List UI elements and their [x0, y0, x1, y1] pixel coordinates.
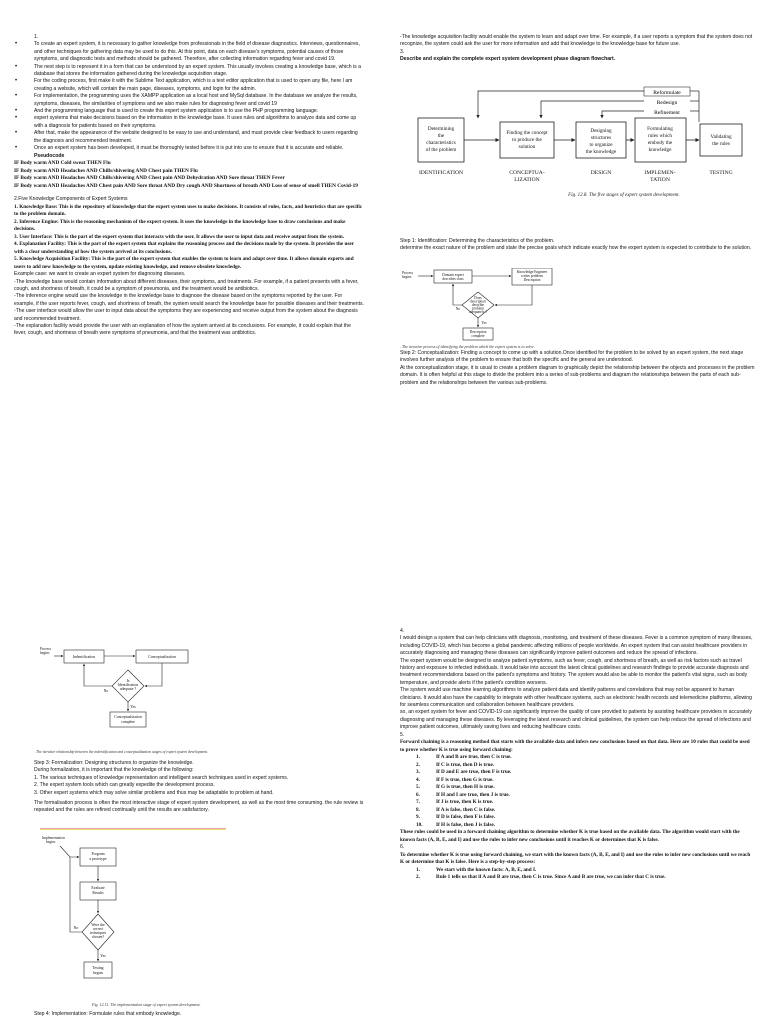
rule-text: If D and E are true, then F is true. — [436, 769, 512, 776]
flow-text: Yes — [100, 954, 106, 958]
components-block — [14, 204, 364, 272]
step-3-block — [34, 760, 374, 815]
flow-text: describe — [472, 303, 484, 307]
flow-text: Identification — [117, 683, 139, 687]
steps-list — [400, 867, 755, 882]
section-4-paragraph: so, an expert system for fever and COVID-19 can significantly improve the quality of care provided to patients by assisting healthcare providers in accurately diagnosing and managing these diseases. By leveraging the latest research and clinical guidelines, the system can help reduce the spread of infections and improve patient outcomes, ultimately saving lives and reducing healthcare costs. — [400, 709, 752, 731]
rule-text: If D is false, then F is false. — [436, 814, 496, 821]
section-6-intro: To determine whether K is true using forward chaining, we start with the known facts (A, B, E, and I) and use the rules to infer new conclusions until we reach K or determine that K is false. Here is a step-by-step process: — [400, 851, 751, 865]
box-text: Finding the concept — [506, 130, 548, 136]
feedback-label: Reformulate — [653, 90, 681, 96]
flow-text: Testing — [92, 966, 104, 970]
step-text: We start with the known facts: A, B, E, and I. — [436, 866, 537, 873]
section-4-paragraph: The system would use machine learning algorithms to analyze patient data and identify patterns and correlations that may not be apparent to human clinicians. It would also have the capability to integrate with other healthcare systems, such as electronic health records and telemedicine platforms, allowing for seamless communication and collaboration between healthcare providers. — [400, 687, 752, 709]
box-text: solution — [518, 144, 536, 150]
flow-text: Results — [92, 891, 104, 895]
feedback-label: Refinement — [654, 110, 680, 116]
step-4-title: Step 4: Implementation: Formulate rules that embody knowledge. — [34, 1011, 182, 1017]
components-title: 2.Five Knowledge Components of Expert Systems — [14, 196, 128, 203]
rule-item: 1. If A and B are true, then C is true. — [416, 754, 512, 761]
flow-text: Indentification — [72, 655, 96, 659]
section-number-6: 6. — [400, 844, 405, 851]
section-number-5: 5. — [400, 731, 405, 738]
flow-text: problem — [472, 306, 484, 311]
box-text: knowledge — [648, 147, 672, 153]
pseudocode-title: Pseudocode — [34, 152, 65, 159]
box-text: structures — [590, 135, 612, 141]
box-text: Designing — [590, 128, 612, 134]
flow-text: No — [103, 689, 109, 693]
step-2-paragraph: At the conceptualization stage, it is usual to create a problem diagram to graphically depict the relationship between the objects and processes in the problem domain. It is often helpful at this stage to divide the problem into a series of sub-problems and diagram the relationships between the parts of each sub-problem and the relationships between the various sub-problems. — [400, 364, 755, 386]
step-3-paragraph: 1. The various techniques of knowledge representation and intelligent search techniques used in expert systems. — [34, 774, 289, 781]
flow-text: Conceptualization — [114, 715, 142, 719]
step-2-paragraph: Step 2: Conceptualization: Finding a concept to come up with a solution.Once identified for the problem to be solved by an expert system, the next stage involves further analysis of the problem to ensure that both the specific and the general are understood. — [400, 350, 744, 364]
flow-text: Description — [523, 278, 541, 282]
box-text: Formulating — [647, 126, 673, 132]
flow-text: Domain expert — [442, 273, 464, 277]
section-number-3: 3. — [400, 48, 405, 55]
section-3-heading: Describe and explain the complete expert system development phase diagram flowchart. — [400, 56, 616, 63]
step-4-block — [34, 1011, 374, 1018]
section-4-paragraph: The expert system would be designed to analyze patient symptoms, such as fever, cough, and shortness of breath, as well as risk factors such as travel history and exposure to infected individuals. It would take into account the latest clinical guidelines and research findings to provide accurate diagnosis and treatment recommendations based on the patient's symptoms and history. The system would also be able to monitor the patient's vital signs, such as body temperature, and provide alerts if the patient's condition worsens. — [400, 657, 749, 686]
bullet-item: • Once an expert system has been developed, it must be thoroughly tested before it is put into use to ensure that it is accurate and reliable. — [14, 145, 364, 152]
bullet-item: • After that, make the appearance of the website designed to be easy to use and understand, and must provide clear feedback to users regarding the diagnosis and recommended treatment. — [14, 130, 364, 145]
rule-item: 9. If D is false, then F is false. — [416, 814, 496, 821]
after-rules-paragraph: These rules could be used in a forward chaining algorithm to determine whether K is true based on the available data. The algorithm would start with the known facts (A, B, E, and I) and use the rules to infer new conclusions until it reaches K or determines that K is false. — [400, 829, 740, 843]
box-text: Determining — [427, 126, 455, 132]
stage-label: DESIGN — [590, 170, 612, 176]
rule-text: If H is false, then J is false. — [436, 821, 495, 828]
section-number-1: 1. — [34, 34, 39, 40]
process-bullet-list — [14, 41, 364, 152]
pseudocode-line: IF Body warm AND Cold sweat THEN Flu — [14, 159, 111, 166]
identification-flowchart — [400, 268, 580, 344]
rule-text: If A and B are true, then C is true. — [436, 754, 512, 761]
flow-text: Description — [469, 330, 487, 334]
flow-text: Program — [91, 852, 105, 856]
flow-text: begins — [40, 651, 50, 655]
step-1-title: Step 1: Identification: Determining the characteristics of the problem. — [400, 238, 555, 244]
top-right-column — [400, 34, 755, 64]
pseudocode-line: IF Body warm AND Headaches AND Chills/shivering AND Chest pain THEN Flu — [14, 167, 198, 174]
component-item: 1. Knowledge Base: This is the repository of knowledge that the expert system uses to make decisions. It consists of rules, facts, and heuristics that are specific to the problem domain. — [14, 203, 363, 218]
rule-text: If C is true, then D is true. — [436, 761, 495, 768]
pseudocode-line: IF Body warm AND Headaches AND Chest pain AND Sore throat AND Dry cough AND Shortness of breath AND Loss of sense of smell THEN Covid-19 — [14, 182, 358, 189]
step-1-body: determine the exact nature of the problem and state the precise goals which indicate exactly how the expert system is expected to contribute to the solution. — [400, 245, 752, 252]
rule-text: If G is true, then H is true. — [436, 784, 495, 791]
flow-text: begins — [93, 971, 103, 975]
rules-list — [400, 754, 755, 829]
five-stages-diagram — [414, 82, 749, 234]
component-item: 3. User Interface: This is the part of the expert system that interacts with the user. It allows the user to input data and receive output from the system. — [14, 233, 344, 240]
flow-text: correct — [92, 927, 104, 931]
implementation-flowchart — [40, 828, 240, 1024]
example-paragraph: -The explanation facility would provide the user with an explanation of how the system arrived at its conclusions. For example, it could explain that the fever, cough, and shortness of breath were symptoms of pneumonia, and that the treatment was antibiotics. — [14, 323, 351, 337]
bullet-item: • The next step is to represent it in a form that can be understood by an expert system. This usually involves creating a knowledge base, which is a database that stores the information gathered during the knowledge acquisition stage. — [14, 64, 364, 79]
example-paragraph: Example case: we want to create an expert system for diagnosing diseases. — [14, 271, 186, 278]
box-text: characteristics — [426, 140, 456, 146]
rule-text: If H and I are true, then J is true. — [436, 791, 510, 798]
box-text: rules which — [647, 133, 673, 139]
rule-item: 4. If F is true, then G is true. — [416, 776, 494, 783]
bullet-item: • For implementation, the programming uses the XAMPP application as a local host and MySql database. In the database we analyze the results, symptoms, diseases, the similarities of symptoms and we also make rules for diagnosing fever and covid 19 — [14, 93, 364, 108]
step-3-paragraph: During formalization, it is important that the knowledge of the following: — [34, 767, 194, 774]
step-1-block — [400, 238, 755, 253]
example-paragraph: -The user interface would allow the user to input data about the symptoms they are experiencing and receive output from the system about the diagnosis and recommended treatment. — [14, 308, 358, 322]
bullet-item: • And the programming language that is used to create this expert system application is to use the PHP programming language. — [14, 108, 364, 115]
flow-text: begins — [402, 275, 412, 279]
flow-text: Implementation — [42, 836, 65, 840]
identification-conceptualization-flowchart — [40, 644, 240, 750]
stage-label: CONCEPTUA- — [509, 170, 545, 176]
rule-item: 7. If J is true, then K is true. — [416, 799, 494, 806]
box-text: Validating — [710, 134, 732, 140]
component-item: 2. Inference Engine: This is the reasoning mechanism of the expert system. It uses the knowledge in the knowledge base to draw conclusions and make decisions. — [14, 218, 346, 233]
stage-label: IMPLEMEN- — [644, 170, 676, 176]
stage-label: IDENTIFICATION — [418, 170, 464, 176]
knowledge-acquisition-paragraph: -The knowledge acquisition facility would enable the system to learn and adapt over time. For example, if a user reports a symptom that the system does not recognize, the system could ask the user for more information and add that knowledge to the knowledge base for future use. — [400, 34, 753, 48]
flow-text: complete — [121, 720, 135, 724]
pseudocode-line: IF Body warm AND Headaches AND Chills/shivering AND Chest pain AND Dehydration AND Sore throat THEN Fever — [14, 175, 285, 182]
identification-caption: . The iterative process of identifying the problem which the expert system is to solve. — [400, 344, 535, 349]
step-3-paragraph: 3. Other expert systems which may solve similar problems and thus may be adaptable to problem at hand. — [34, 789, 274, 796]
example-block — [14, 271, 364, 338]
box-text: to organize — [589, 142, 613, 148]
rule-item: 6. If H and I are true, then J is true. — [416, 791, 510, 798]
flow-text: techniques — [89, 931, 107, 935]
feedback-labels — [644, 87, 690, 116]
stage-label: TATION — [650, 177, 670, 183]
rule-item: 8. If A is false, then C is false. — [416, 806, 496, 813]
box-text: the knowledge — [585, 149, 617, 155]
flow-text: Process — [40, 647, 51, 651]
step-3-paragraph: 2. The expert system tools which can greatly expedite the development process. — [34, 782, 215, 789]
flow-text: No — [455, 307, 461, 311]
formalisation-paragraph: The formalisation process is often the most interactive stage of expert system development, as well as the most time consuming. the rule review is repeated and the rules are refined continually until the results are satisfactory. — [34, 800, 364, 814]
feedback-label: Redesign — [656, 100, 678, 106]
rule-item: 2. If C is true, then D is true. — [416, 761, 495, 768]
flow-text: No — [73, 926, 79, 930]
flow-text: Conceptualization — [148, 655, 176, 659]
figure-caption: Fig. 12.8. The five stages of expert system development. — [568, 193, 680, 198]
flow-text: adequate ? — [119, 687, 137, 691]
flow-text: adequately ? — [468, 310, 488, 314]
pseudocode-block — [14, 160, 364, 190]
box-text: the rules — [712, 141, 730, 147]
top-left-column — [14, 34, 364, 338]
flow-text: Is — [126, 679, 130, 683]
flow-text: chosen? — [91, 935, 105, 939]
rule-item: 3. If D and E are true, then F is true. — [416, 769, 512, 776]
bottom-right-column — [400, 628, 755, 882]
step-3-paragraph: Step 3: Formalization: Designing structures to organize the knowledge. — [34, 760, 194, 766]
flow-text: Evaluate — [91, 886, 105, 890]
flow-text: Does — [474, 296, 482, 300]
example-paragraph: -The inference engine would use the knowledge in the knowledge base to diagnose the disease based on the symptoms reported by the user. For example, if the user reports fever, cough, and shortness of breath, the system would search the knowledge base for possible diseases and their treatments. — [14, 293, 364, 307]
forward-chaining-steps-block — [400, 852, 755, 882]
flow-text: begins — [46, 840, 56, 844]
box-text: to produce the — [512, 137, 542, 143]
step-text: Rule 1 tells us that if A and B are true, then C is true. Since A and B are true, we can infer that C is true. — [436, 874, 666, 880]
component-item: 4. Explanation Facility: This is the part of the expert system that explains the reasoning process and the decisions made by the system. It provides the user with a clear understanding of how the system arrived at its conclusions. — [14, 241, 354, 255]
section-number-4: 4. — [400, 628, 405, 634]
component-item: 5. Knowledge Acquisition Facility: This is the part of the expert system that enables the system to learn and adapt over time. It allows domain experts and users to add new knowledge to the system, update existing knowledge, and remove obsolete knowledge. — [14, 256, 354, 270]
box-text: of the problem — [425, 147, 457, 153]
rule-item: 10. If H is false, then J is false. — [416, 821, 495, 828]
flow-text: Knowledge Engineer — [516, 270, 548, 274]
flow-text: a prototype — [89, 857, 107, 861]
stage-label: LIZATION — [514, 177, 540, 183]
flow-text: description — [470, 299, 486, 304]
rule-text: If J is true, then K is true. — [436, 799, 494, 806]
flow-text: describes class — [442, 277, 464, 281]
flow-text: writes problem — [521, 274, 543, 278]
section-4-paragraph: I would design a system that can help clinicians with diagnosis, monitoring, and treatment of these diseases. Fever is a common symptom of many illnesses, including COVID-19, which has become a global pandemic affecting millions of people worldwide. An expert system that can assist healthcare providers in accurately diagnosing and managing these diseases can significantly improve patient outcomes and reduce the spread of infections. — [400, 635, 753, 657]
rule-text: If A is false, then C is false. — [436, 806, 496, 813]
step-item: 1. We start with the known facts: A, B, E, and I. — [416, 866, 537, 873]
identification-conceptualization-caption: The iterative relationship between the indentification and conceptualization stages of expert system development. — [36, 750, 209, 754]
box-text: the — [437, 133, 445, 139]
box-text: embody the — [647, 140, 673, 146]
step-item: 2. Rule 1 tells us that if A and B are true, then C is true. Since A and B are true, we can infer that C is true. — [416, 874, 666, 880]
figure-caption: Fig. 12.11. The implementation stage of expert system development. — [92, 1002, 201, 1007]
example-paragraph: -The knowledge base would contain information about different diseases, their symptoms, and treatments. For example, if a patient presents with a fever, cough, and shortness of breath, it could be a symptom of pneumonia, and the treatment would be antibiotics. — [14, 278, 359, 292]
step-2-block — [400, 350, 755, 387]
bullet-item: • expert systems that make decisions based on the information in the knowledge base. It uses rules and algorithms to analyze data and come up with a diagnosis for patients based on their symptoms. — [14, 115, 364, 130]
bullet-item: • For the coding process, first make it with the Sublime Text application, which is a text editor application that is used to open any file, here I am creating a website, which will contain the main page, diseases, symptoms, and login for the admin. — [14, 78, 364, 93]
rule-text: If F is true, then G is true. — [436, 776, 494, 783]
flow-text: Process — [402, 271, 413, 275]
flow-text: Yes — [130, 705, 136, 709]
stage-label: TESTING — [709, 170, 733, 176]
bullet-item: • To create an expert system, it is necessary to gather knowledge from professionals in the field of disease diagnostics. Interviews, questionnaires, and other techniques for gathering data may be used to do this. At this point, data on each disease's symptoms, potential causes of those symptoms, and diagnostic tests and methods should be gathered. Therefore, after collecting information regarding fever and covid 19. — [14, 41, 364, 63]
section-5-intro: Forward chaining is a reasoning method that starts with the available data and infers new conclusions based on that data. Here are 10 rules that could be used to prove whether K is true using forward chaining: — [400, 739, 750, 753]
rule-item: 5. If G is true, then H is true. — [416, 784, 495, 791]
flow-text: complete — [471, 334, 485, 338]
forward-chaining-block — [400, 739, 755, 844]
flow-text: Yes — [481, 321, 487, 325]
flow-text: Were the — [91, 923, 105, 927]
